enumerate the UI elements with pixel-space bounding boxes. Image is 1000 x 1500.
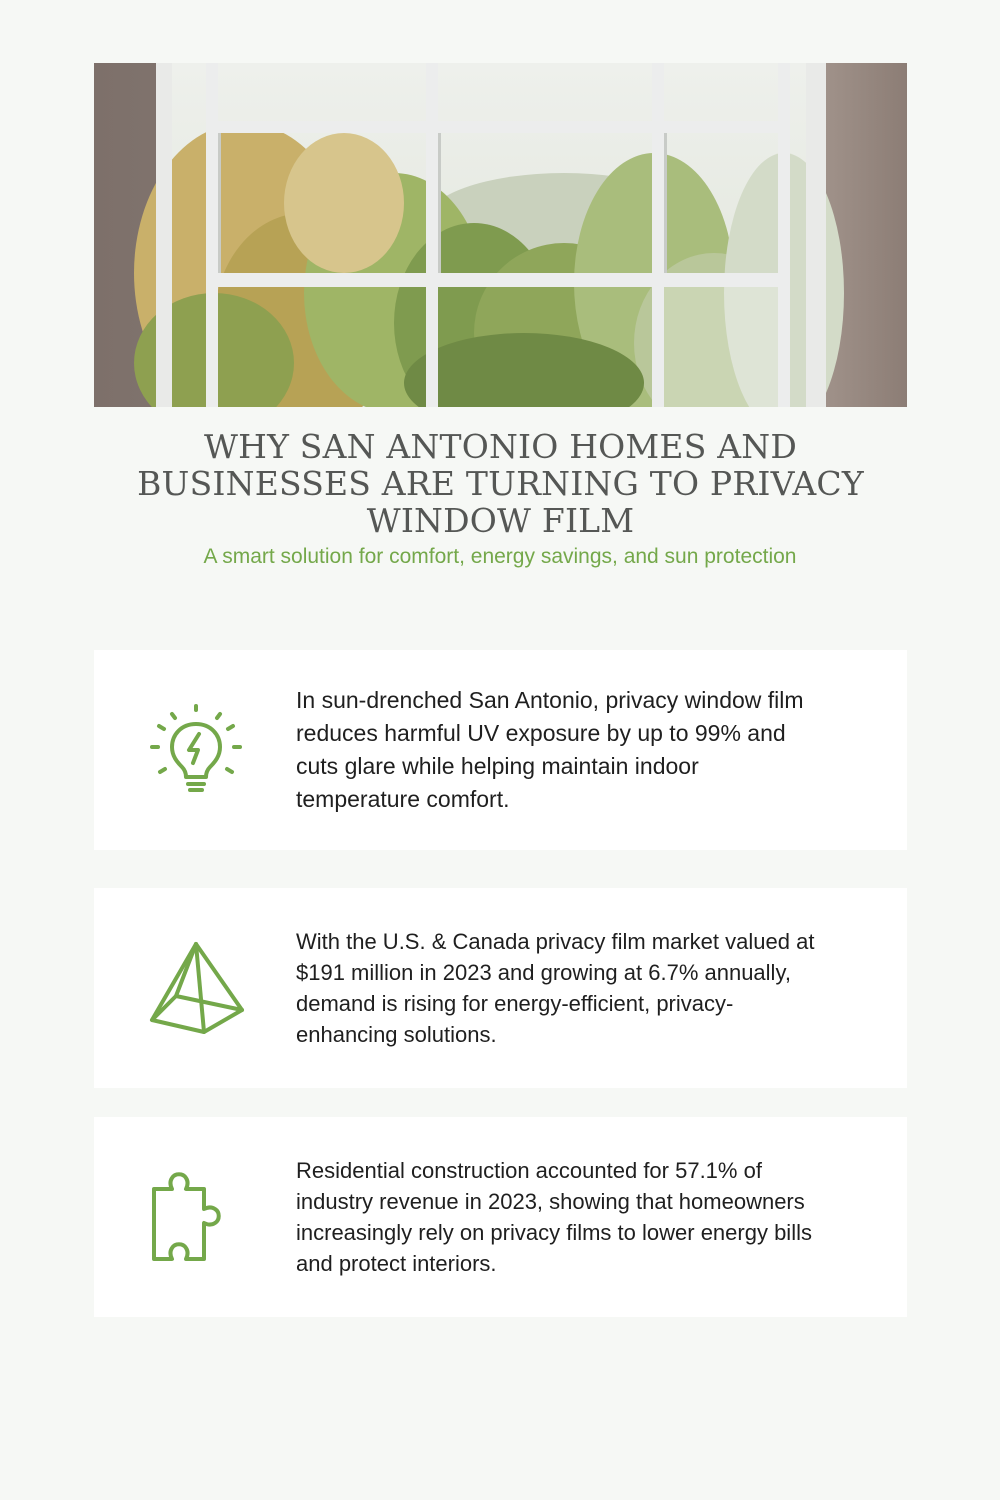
window-scene-image — [94, 63, 907, 407]
info-card-uv — [94, 650, 907, 850]
info-card-text: With the U.S. & Canada privacy film market valued at $191 million in 2023 and growing at 6.7% annually, demand is rising for energy-efficient, privacy-enhancing solutions. — [296, 929, 815, 1047]
info-card-text: Residential construction accounted for 57.1% of industry revenue in 2023, showing that homeowners increasingly rely on privacy films to lower energy bills and protect interiors. — [296, 1158, 812, 1276]
page-title: WHY SAN ANTONIO HOMES AND BUSINESSES ARE TURNING TO PRIVACY WINDOW FILM — [137, 427, 864, 540]
hero-image — [94, 63, 907, 407]
info-card-residential — [94, 1117, 907, 1317]
pyramid-icon — [146, 938, 246, 1038]
lightbulb-energy-icon — [146, 700, 246, 800]
page-subtitle: A smart solution for comfort, energy savings, and sun protection — [203, 545, 797, 568]
puzzle-piece-icon — [146, 1167, 246, 1267]
info-card-market — [94, 888, 907, 1088]
info-card-text: In sun-drenched San Antonio, privacy window film reduces harmful UV exposure by up to 99% and cuts glare while helping maintain indoor temperature comfort. — [296, 687, 804, 812]
